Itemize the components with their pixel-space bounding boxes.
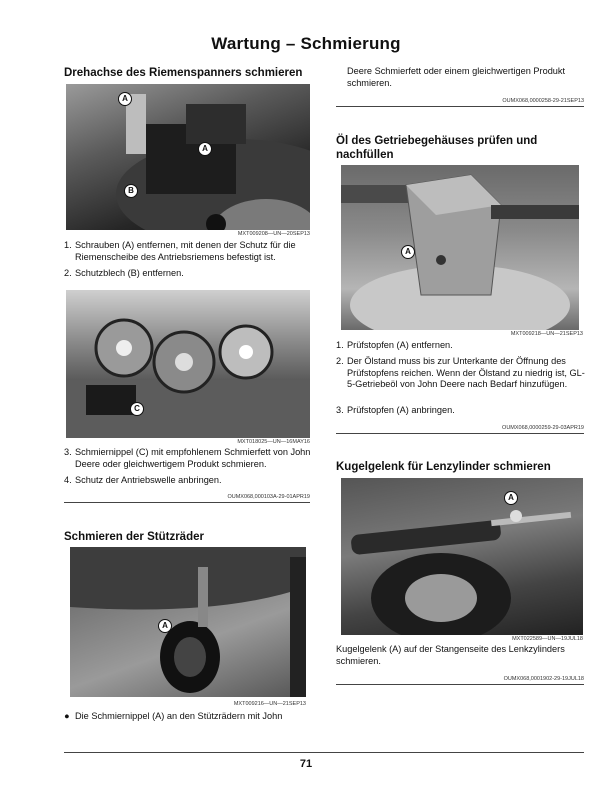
document-reference: OUMX068,000103A-29-01APR19 (227, 494, 310, 500)
bullet-item: ● Die Schmiernippel (A) an den Stützrädern mit John (64, 711, 283, 721)
section-heading-caster-wheels: Schmieren der Stützräder (64, 531, 204, 543)
photo-steering-cylinder (341, 478, 583, 635)
callout-c: C (130, 402, 144, 416)
page-number: 71 (299, 758, 313, 770)
continued-text: Deere Schmierfett oder einem gleichwertigen Produkt schmieren. (347, 66, 566, 88)
body-text: Kugelgelenk (A) auf der Stangenseite des Lenkzylinders schmieren. (336, 644, 565, 666)
figure-caption: MXT009216—UN—21SEP13 (233, 701, 306, 707)
section-divider (64, 502, 310, 503)
callout-a: A (198, 142, 212, 156)
step-item: 2. Der Ölstand muss bis zur Unterkante der Öffnung des Prüfstopfens reichen. Wenn der Ölstand zu niedrig ist, GL-5-Getriebeöl von John Deere nach Bedarf hinzufügen. (336, 356, 585, 389)
section-divider (336, 684, 584, 685)
callout-b: B (124, 184, 138, 198)
step-item: 4. Schutz der Antriebswelle anbringen. (64, 475, 222, 485)
figure-caption: MXT009218—UN—21SEP13 (510, 331, 583, 337)
document-reference: OUMX068,0000259-29-03APR19 (502, 425, 584, 431)
bullet-dot: ● (64, 711, 70, 721)
photo-belt-tensioner-illustration (66, 84, 310, 230)
photo-gearbox-illustration (341, 165, 579, 330)
document-reference: OUMX068,0000258-29-21SEP13 (502, 98, 584, 104)
section-divider (336, 106, 584, 107)
figure-caption: MXT022589—UN—19JUL18 (512, 636, 583, 642)
step-item: 3. Prüfstopfen (A) anbringen. (336, 405, 455, 415)
callout-a: A (504, 491, 518, 505)
section-heading-belt-tensioner: Drehachse des Riemenspanners schmieren (64, 67, 303, 79)
callout-a: A (401, 245, 415, 259)
photo-drive-pulleys (66, 290, 310, 438)
callout-a: A (118, 92, 132, 106)
step-item: 3. Schmiernippel (C) mit empfohlenem Schmierfett von John Deere oder gleichwertigem Produkt schmieren. (64, 447, 311, 469)
section-heading-gearbox-oil: Öl des Getriebegehäuses prüfen und nachfüllen (336, 135, 538, 161)
section-divider (336, 433, 584, 434)
page-title: Wartung – Schmierung (211, 34, 401, 53)
step-item: 1. Prüfstopfen (A) entfernen. (336, 340, 453, 350)
photo-caster-wheel (70, 547, 306, 697)
step-item: 1. Schrauben (A) entfernen, mit denen der Schutz für die Riemenscheibe des Antriebsriemens befestigt ist. (64, 240, 296, 262)
photo-steering-illustration (341, 478, 583, 635)
document-reference: OUMX068,0001902-29-19JUL18 (503, 676, 584, 682)
figure-caption: MXT018025—UN—16MAY16 (237, 439, 310, 445)
footer-rule (64, 752, 584, 753)
photo-caster-illustration (70, 547, 306, 697)
photo-belt-tensioner-pivot (66, 84, 310, 230)
photo-gearbox (341, 165, 579, 330)
photo-pulleys-illustration (66, 290, 310, 438)
callout-a: A (158, 619, 172, 633)
step-item: 2. Schutzblech (B) entfernen. (64, 268, 184, 278)
section-heading-ball-joint: Kugelgelenk für Lenzylinder schmieren (336, 461, 551, 473)
figure-caption: MXT009208—UN—20SEP13 (237, 231, 310, 237)
